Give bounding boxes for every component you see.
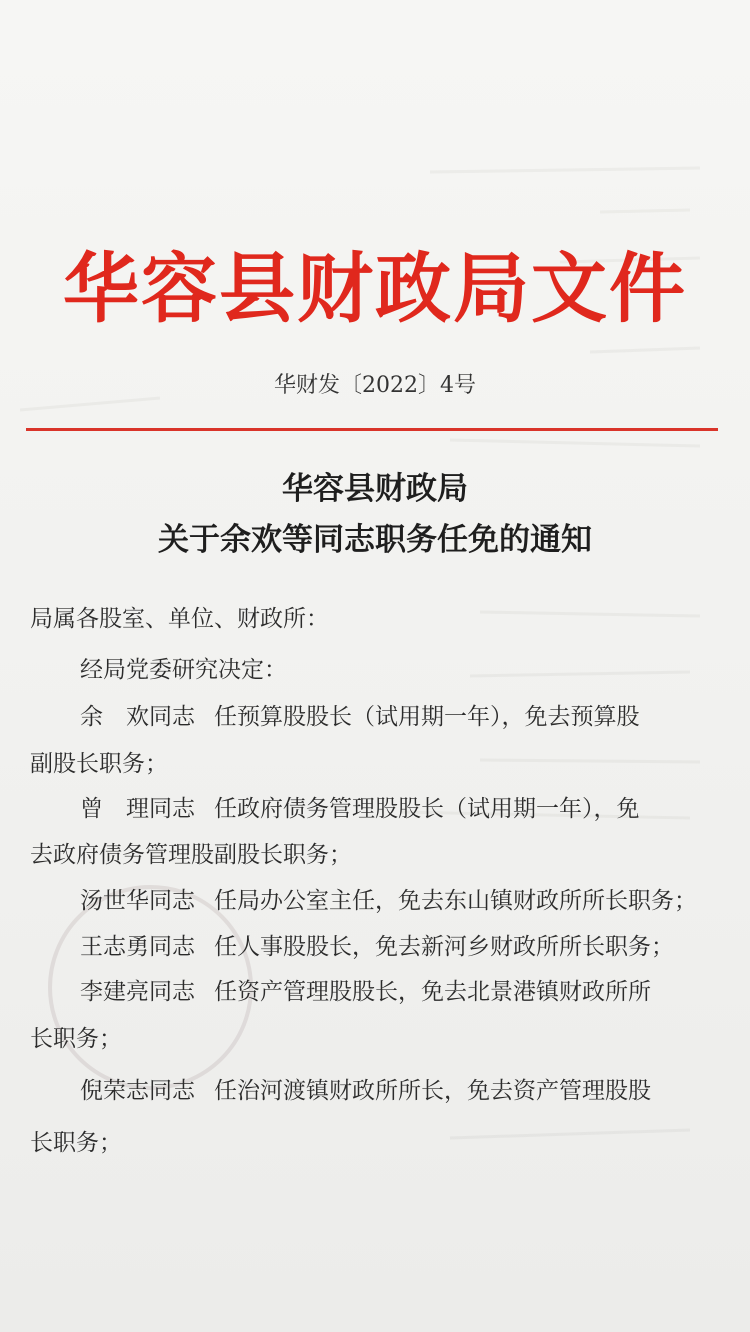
appointment-continuation: 长职务； <box>30 1026 122 1052</box>
notice-title-line-2: 关于余欢等同志职务任免的通知 <box>158 522 592 558</box>
notice-title-line-1: 华容县财政局 <box>282 471 468 507</box>
appointment-text: 任预算股股长（试用期一年），免去预算股 <box>214 704 640 730</box>
appointee-name: 李建亮同志 <box>80 979 195 1005</box>
appointment-text: 任治河渡镇财政所所长，免去资产管理股股 <box>214 1078 651 1104</box>
appointee-name: 余 欢同志 <box>80 704 195 730</box>
appointment-text: 任资产管理股股长，免去北景港镇财政所所 <box>214 979 651 1005</box>
appointment-row <box>80 886 697 916</box>
appointment-text: 任政府债务管理股股长（试用期一年），免 <box>214 796 640 822</box>
appointment-row <box>80 794 640 824</box>
document-number: 华财发〔2022〕4号 <box>274 373 476 398</box>
appointee-name: 汤世华同志 <box>80 888 195 914</box>
appointment-row <box>80 977 651 1007</box>
red-divider-line <box>26 428 718 431</box>
appointment-continuation: 去政府债务管理股副股长职务； <box>30 842 352 868</box>
intro-paragraph: 经局党委研究决定： <box>80 657 287 683</box>
appointment-row <box>80 702 640 732</box>
document-header-title: 华容县财政局文件 <box>63 244 687 333</box>
appointee-name: 王志勇同志 <box>80 934 195 960</box>
appointment-row <box>80 1076 651 1106</box>
appointment-text: 任人事股股长，免去新河乡财政所所长职务； <box>214 934 674 960</box>
addressee: 局属各股室、单位、财政所： <box>30 606 329 632</box>
appointment-row <box>80 932 674 962</box>
appointment-continuation: 副股长职务； <box>30 751 168 777</box>
appointment-text: 任局办公室主任，免去东山镇财政所所长职务； <box>214 888 697 914</box>
appointee-name: 曾 理同志 <box>80 796 195 822</box>
appointee-name: 倪荣志同志 <box>80 1078 195 1104</box>
appointment-continuation: 长职务； <box>30 1130 122 1156</box>
